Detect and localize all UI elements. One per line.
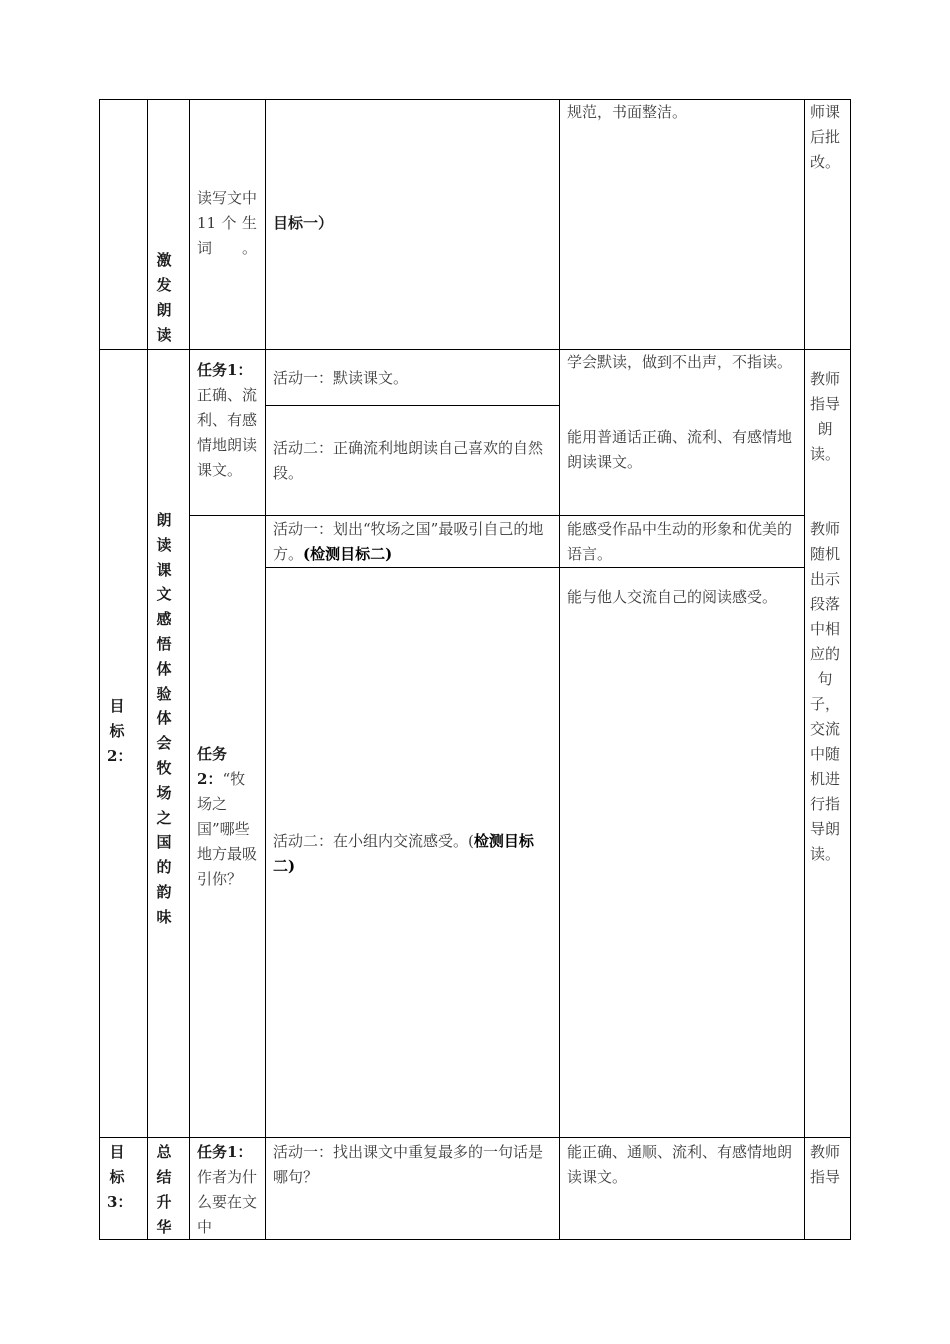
table-border-right: [850, 99, 851, 1240]
task-body: “牧场之国”哪些地方最吸引你？: [197, 770, 258, 888]
activity-text: [273, 829, 555, 879]
table-row-divider: [99, 1137, 851, 1138]
teacher-text: 教师随机出示段落中相应的句子，交流中随机进行指导朗读。: [810, 520, 841, 863]
activity-text: [273, 1140, 555, 1190]
stage-label: 总结升华: [156, 1143, 172, 1236]
table-border-left: [99, 99, 100, 1240]
teacher-text: 教师指导朗读。: [810, 370, 841, 463]
activity-text: [273, 517, 555, 567]
criteria-text: 规范，书面整洁。: [567, 103, 688, 121]
activity-text-part: 检测目标二): [273, 832, 534, 875]
stage-label: 激发朗读: [156, 251, 172, 344]
table-cell-divider: [265, 567, 804, 568]
stage-label: 朗读课文 感悟体验 体会牧场之国的韵味: [156, 511, 172, 926]
criteria-text: 能感受作品中生动的形象和优美的语言。: [567, 520, 793, 563]
criteria-text: 能用普通话正确、流利、有感情地朗读课文。: [567, 428, 793, 471]
teacher-text: 教师指导: [810, 1143, 841, 1186]
table-cell-divider: [265, 405, 559, 406]
task-text: 读写文中11个生词。: [197, 189, 258, 257]
activity-text-part: 活动一：默读课文。: [273, 369, 409, 387]
goal-label: 目标3：: [107, 1143, 133, 1211]
table-column-divider: [265, 99, 266, 1240]
task-title: 任务2：: [197, 745, 228, 788]
table-column-divider: [147, 99, 148, 1240]
activity-text-part: 活动一：找出课文中重复最多的一句话是哪句？: [273, 1143, 544, 1186]
activity-text-part: 目标一）: [273, 214, 334, 232]
task-block: [197, 742, 257, 892]
criteria-text: 学会默读，做到不出声，不指读。: [567, 353, 793, 371]
task-block: [197, 1140, 257, 1240]
task-body: 正确、流利、有感情地朗读课文。: [197, 386, 258, 479]
task-title: 任务1：: [197, 361, 253, 379]
task-title: 任务1：: [197, 1143, 253, 1161]
activity-text: [273, 436, 553, 486]
activity-text: [273, 211, 553, 236]
table-column-divider: [559, 99, 560, 1240]
table-column-divider: [189, 99, 190, 1240]
activity-text-part: 活动二：在小组内交流感受。(: [273, 832, 474, 850]
table-cell-divider: [189, 515, 804, 516]
criteria-text: 能与他人交流自己的阅读感受。: [567, 588, 778, 606]
task-block: [197, 358, 257, 483]
activity-text: [273, 366, 553, 391]
activity-text-part: 活动一：划出“牧场之国”最吸引自己的地方。: [273, 520, 544, 563]
task-body: 作者为什么要在文中: [197, 1168, 258, 1236]
activity-text-part: 活动二：正确流利地朗读自己喜欢的自然段。: [273, 439, 544, 482]
table-column-divider: [804, 99, 805, 1240]
activity-text-part: (检测目标二): [303, 545, 393, 563]
criteria-text: 能正确、通顺、流利、有感情地朗读课文。: [567, 1143, 793, 1186]
teacher-text: 师课后批改。: [810, 103, 841, 171]
goal-label: 目标2：: [107, 697, 133, 765]
